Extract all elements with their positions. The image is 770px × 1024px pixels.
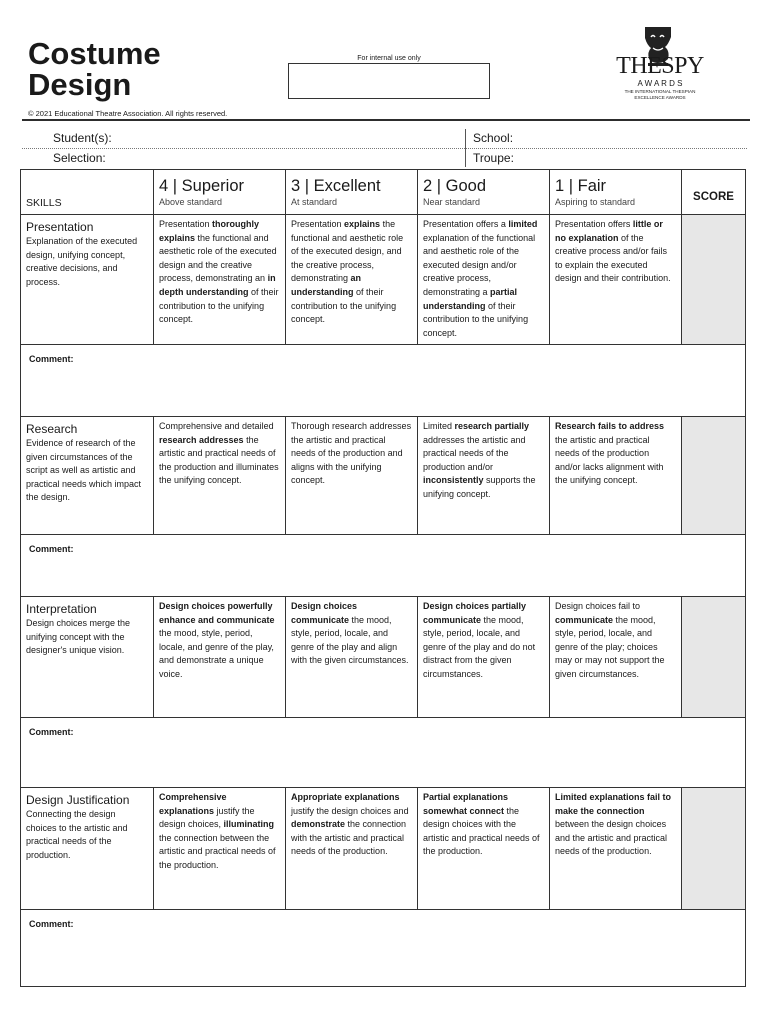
criteria-text: between the design choices and the artistic and practical needs of the production. [555, 819, 668, 857]
students-line[interactable] [22, 148, 747, 149]
level-header-fair [550, 170, 682, 215]
criteria-cell [418, 417, 550, 535]
criteria-cell [286, 417, 418, 535]
criteria-text: the functional and aesthetic role of the executed design and the creative process, demonstrating an [159, 232, 277, 284]
internal-use-label: For internal use only [357, 55, 421, 62]
criteria-text-bold: illuminating [223, 819, 275, 830]
comment-box[interactable] [21, 718, 746, 788]
criteria-text: the mood, style, period, locale, and genre of the play; choices may or may not support the given circumstances. [555, 614, 665, 679]
comment-box[interactable] [21, 535, 746, 597]
criteria-text: Design choices fail to [555, 601, 641, 611]
comment-box[interactable] [21, 910, 746, 987]
level-header-good [418, 170, 550, 215]
criteria-row [21, 215, 746, 345]
skill-name: Design Justification [26, 793, 130, 807]
criteria-text: addresses the artistic and practical needs of the production and/or [423, 434, 526, 472]
criteria-text-bold: limited [508, 219, 538, 229]
criteria-text: the mood, style, period, locale, and genre of the play and do not distract from the given circumstances. [423, 614, 536, 679]
criteria-text: of their contribution to the unifying concept. [291, 286, 397, 325]
rubric-table [20, 169, 746, 987]
criteria-text-bold: research addresses [159, 434, 244, 445]
skill-description: Connecting the design choices to the artistic and practical needs of the production. [26, 809, 128, 860]
comment-label: Comment: [29, 354, 74, 364]
skill-name: Presentation [26, 220, 94, 234]
criteria-text-bold: in depth understanding [159, 273, 276, 297]
level-header-excellent [286, 170, 418, 215]
criteria-text: of the creative process and/or fails to explain the executed design and their contribution. [555, 232, 671, 284]
criteria-cell [286, 788, 418, 910]
skill-description: Explanation of the executed design, unifying concept, creative decisions, and process. [26, 236, 138, 287]
criteria-cell [418, 788, 550, 910]
comment-row [21, 535, 746, 597]
internal-use-box[interactable] [288, 63, 490, 99]
level-title: 3 | Excellent [291, 177, 381, 195]
criteria-text-bold: thoroughly explains [159, 219, 260, 243]
skill-cell [21, 597, 154, 718]
level-subtitle: Above standard [159, 197, 223, 207]
logo-sub: A W A R D S [637, 79, 683, 88]
criteria-text: the mood, style, period, locale, and genre of the play and align with the given circumstances. [291, 614, 409, 666]
criteria-text: of their contribution to the unifying concept. [423, 300, 529, 338]
criteria-text: the artistic and practical needs of the production and illuminates the unifying concept. [159, 434, 279, 486]
selection-label: Selection: [53, 151, 106, 165]
criteria-text-bold: Research fails to address [555, 421, 665, 431]
level-subtitle: Aspiring to standard [555, 197, 636, 207]
criteria-text: the design choices with the artistic and practical needs of the production. [423, 805, 540, 857]
criteria-text: Comprehensive and detailed [159, 421, 274, 431]
comment-row [21, 910, 746, 987]
score-input-cell[interactable] [682, 215, 746, 345]
criteria-text: Presentation [159, 219, 213, 229]
criteria-text-bold: Limited explanations fail to make the connection [555, 792, 672, 816]
criteria-text-bold: little or no explanation [555, 219, 663, 243]
criteria-text: the functional and aesthetic role of the executed design, and the creative process, demonstrating [291, 219, 404, 284]
criteria-text-bold: Appropriate explanations [291, 792, 400, 802]
page-title [28, 38, 161, 100]
criteria-text: the mood, style, period, locale, and genre of the play, and demonstrate a unique voice. [159, 628, 274, 679]
criteria-cell [550, 417, 682, 535]
criteria-cell [154, 597, 286, 718]
criteria-cell [286, 215, 418, 345]
criteria-cell [154, 215, 286, 345]
criteria-text-bold: Comprehensive explanations [159, 792, 227, 816]
skill-cell [21, 215, 154, 345]
criteria-text-bold: Design choices communicate [291, 601, 358, 625]
criteria-text: explanation of the functional and aesthetic role of the executed design and/or creative process, demonstrating a [423, 232, 536, 297]
criteria-text-bold: demonstrate [291, 819, 346, 830]
comment-row [21, 718, 746, 788]
level-title: 4 | Superior [159, 177, 244, 195]
criteria-cell [154, 788, 286, 910]
skill-cell [21, 417, 154, 535]
criteria-text-bold: communicate [555, 614, 614, 625]
skill-name: Research [26, 422, 78, 436]
skill-description: Design choices merge the unifying concept with the designer's unique vision. [26, 618, 131, 656]
criteria-text-bold: explains [344, 219, 381, 229]
comment-row [21, 345, 746, 417]
header-row [21, 170, 746, 215]
criteria-row [21, 788, 746, 910]
criteria-cell [154, 417, 286, 535]
criteria-text: justify the design choices, [159, 805, 255, 830]
title-line-2: Design [28, 67, 132, 102]
level-title: 2 | Good [423, 177, 486, 195]
criteria-text-bold: Design choices partially communicate [423, 601, 527, 625]
criteria-text: justify the design choices and [291, 805, 409, 816]
criteria-text-bold: inconsistently [423, 475, 484, 486]
criteria-text-bold: an understanding [291, 273, 362, 297]
criteria-cell [418, 597, 550, 718]
thespy-awards-logo [615, 24, 705, 106]
comment-label: Comment: [29, 727, 74, 737]
criteria-text-bold: partial understanding [423, 286, 518, 311]
logo-tagline-2: EXCELLENCE AWARDS [634, 95, 686, 100]
school-label: School: [473, 131, 514, 145]
criteria-cell [550, 788, 682, 910]
criteria-text: the connection with the artistic and practical needs of the production. [291, 819, 407, 857]
comment-box[interactable] [21, 345, 746, 417]
criteria-row [21, 417, 746, 535]
level-subtitle: Near standard [423, 197, 481, 207]
score-header: SCORE [682, 170, 746, 215]
header-rule [22, 119, 750, 121]
criteria-cell [550, 597, 682, 718]
score-input-cell[interactable] [682, 597, 746, 718]
criteria-text: Thorough research addresses the artistic and practical needs of the production and aligns with the unifying concept. [291, 421, 412, 486]
criteria-text-bold: research partially [454, 421, 530, 431]
skill-cell [21, 788, 154, 910]
copyright-notice: © 2021 Educational Theatre Association. All rights reserved. [28, 109, 228, 118]
criteria-text-bold: Partial explanations somewhat connect [423, 792, 509, 816]
criteria-text: the artistic and practical needs of the production and/or lacks alignment with the unifying concept. [555, 434, 664, 486]
info-divider [465, 129, 466, 167]
comment-label: Comment: [29, 919, 74, 929]
level-subtitle: At standard [291, 197, 338, 207]
criteria-text: Presentation offers a [423, 219, 509, 229]
skills-header: SKILLS [21, 170, 154, 215]
criteria-cell [418, 215, 550, 345]
criteria-text: of their contribution to the unifying concept. [159, 286, 279, 325]
score-input-cell[interactable] [682, 417, 746, 535]
score-input-cell[interactable] [682, 788, 746, 910]
troupe-label: Troupe: [473, 151, 514, 165]
criteria-text: the connection between the artistic and practical needs of the production. [159, 832, 276, 870]
logo-brand: THESPY [616, 53, 704, 79]
level-title: 1 | Fair [555, 177, 607, 195]
logo-tagline-1: THE INTERNATIONAL THESPIAN [624, 89, 696, 94]
criteria-text-bold: Design choices powerfully enhance and communicate [159, 601, 275, 625]
comment-label: Comment: [29, 544, 74, 554]
criteria-text: Limited [423, 421, 455, 431]
level-header-superior [154, 170, 286, 215]
skill-description: Evidence of research of the given circumstances of the script as well as artistic and practical needs which impact the design. [26, 438, 142, 503]
skill-name: Interpretation [26, 602, 97, 616]
students-label: Student(s): [53, 131, 112, 145]
criteria-cell [286, 597, 418, 718]
criteria-text: supports the unifying concept. [423, 475, 536, 499]
criteria-cell [550, 215, 682, 345]
criteria-text: Presentation offers [555, 219, 633, 229]
criteria-text: Presentation [291, 219, 345, 229]
title-line-1: Costume [28, 36, 161, 71]
criteria-row [21, 597, 746, 718]
